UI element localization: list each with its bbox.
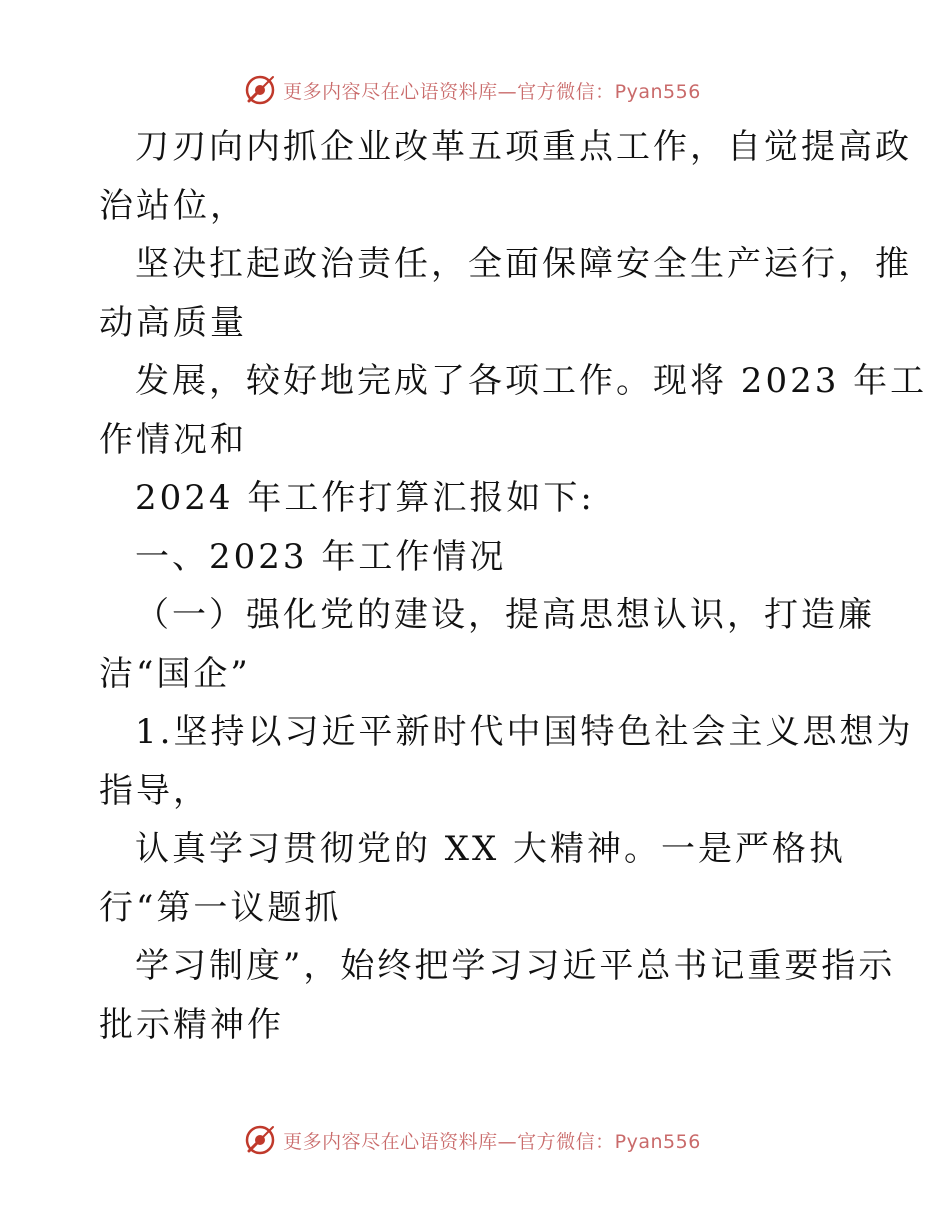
document-line: 发展，较好地完成了各项工作。现将 2023 年工 — [135, 361, 928, 401]
document-line: 1.坚持以习近平新时代中国特色社会主义思想为 — [135, 712, 914, 752]
document-line: 坚决扛起政治责任，全面保障安全生产运行，推 — [135, 244, 912, 284]
header-banner-inner — [243, 73, 701, 107]
header-banner — [0, 70, 950, 110]
document-line: 批示精神作 — [99, 1004, 284, 1045]
document-line: 作情况和 — [99, 419, 247, 460]
document-body — [99, 118, 928, 1054]
document-line: （一）强化党的建设，提高思想认识，打造廉 — [135, 595, 875, 635]
header-banner-text: 更多内容尽在心语资料库—官方微信：Pyan556 — [283, 80, 701, 103]
document-line: 刀刃向内抓企业改革五项重点工作，自觉提高政 — [135, 127, 912, 167]
document-line: 动高质量 — [99, 302, 247, 343]
document-line: 行“第一议题抓 — [99, 887, 342, 928]
document-line: 治站位， — [99, 185, 247, 226]
document-line: 2024 年工作打算汇报如下: — [135, 478, 595, 518]
footer-banner-inner — [243, 1123, 701, 1157]
pen-circle-logo-icon — [243, 1123, 277, 1157]
footer-banner — [0, 1120, 950, 1160]
document-line: 一、2023 年工作情况 — [135, 536, 507, 577]
document-line: 洁“国企” — [99, 653, 251, 694]
document-line: 学习制度”，始终把学习习近平总书记重要指示 — [135, 946, 896, 986]
document-line: 指导， — [99, 770, 210, 811]
pen-circle-logo-icon — [243, 73, 277, 107]
document-line: 认真学习贯彻党的 XX 大精神。一是严格执 — [135, 829, 847, 869]
footer-banner-text: 更多内容尽在心语资料库—官方微信：Pyan556 — [283, 1130, 701, 1153]
